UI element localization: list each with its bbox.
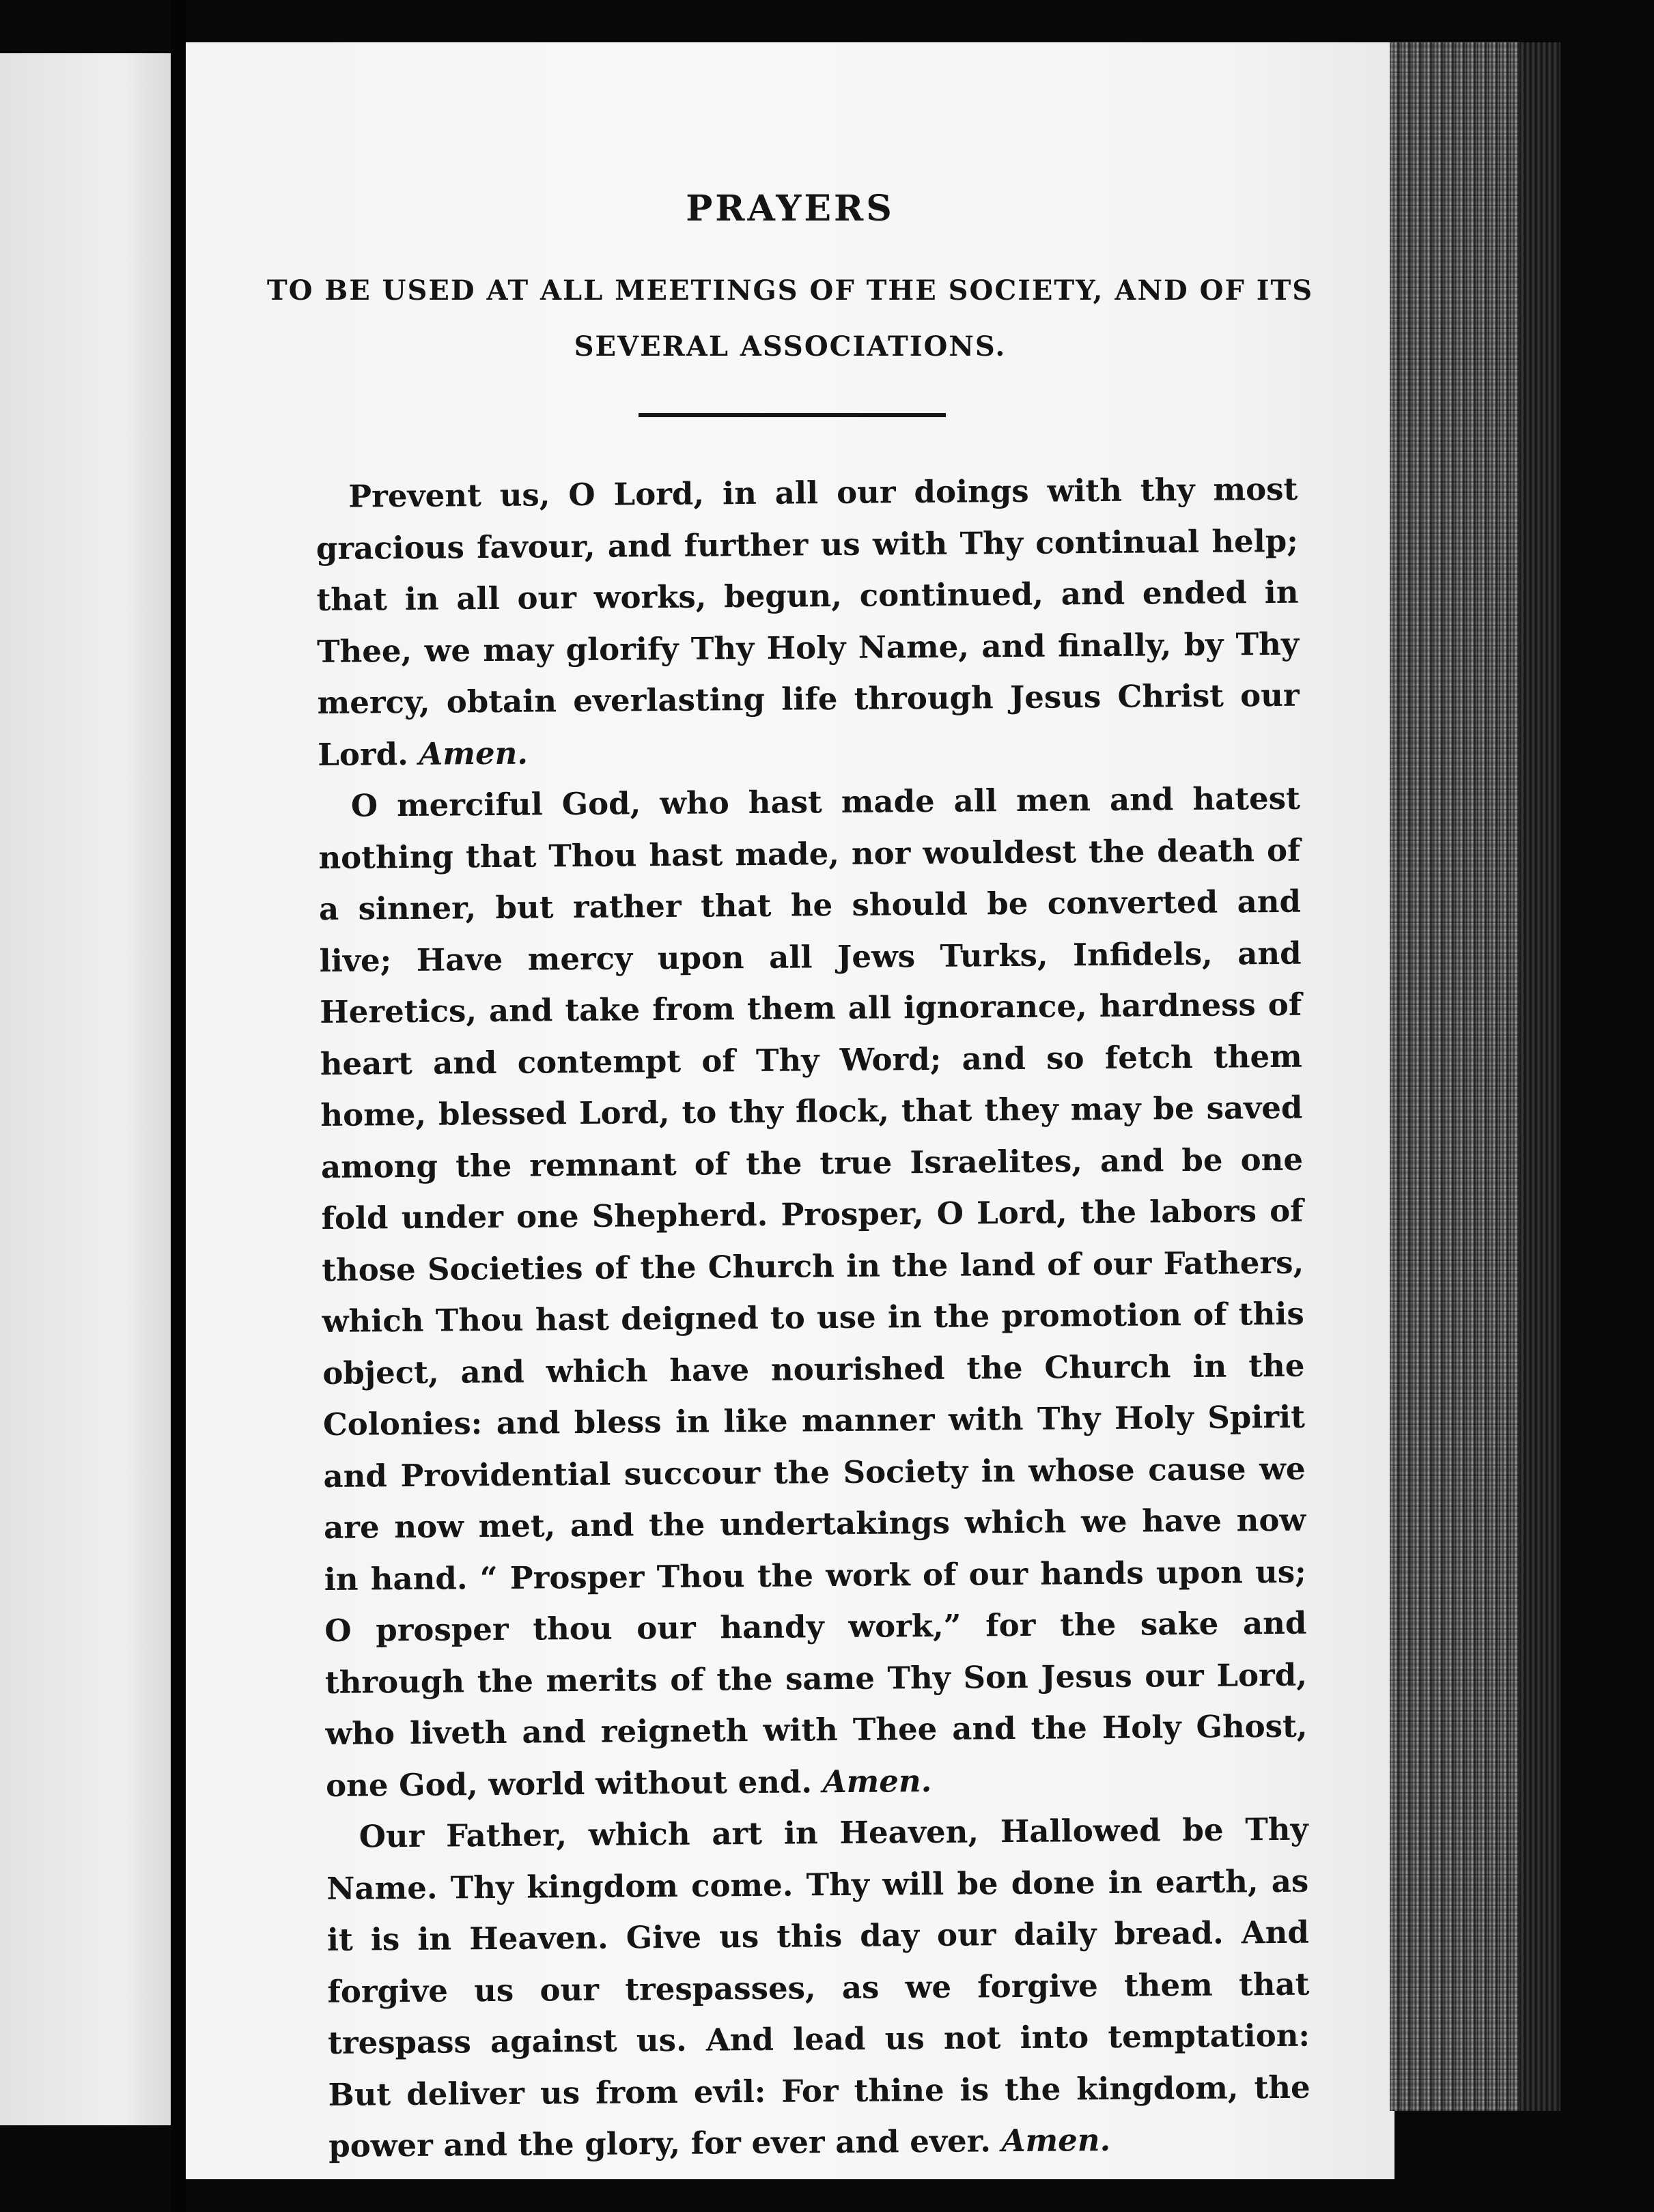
amen-text: Amen.	[1001, 2121, 1111, 2159]
prayer-text	[316, 464, 1311, 2172]
book-gutter	[171, 0, 186, 2212]
paragraph-text: O merciful God, who hast made all men and hatest nothing that Thou hast made, nor wouldest the death of a sinner, but rather that he should be converted and live; Have mercy upon all Jews Turks, Infidels, and Heretics, and take from them all ignorance, hardness of heart and contempt of Thy Word; and so fetch them home, blessed Lord, to thy flock, that they may be saved among the remnant of the true Israelites, and be one fold under one Shepherd. Prosper, O Lord, the labors of those Societies of the Church in the land of our Fathers, which Thou hast deigned to use in the promotion of this object, and which have nourished the Church in the Colonies: and bless in like manner with Thy Holy Spirit and Providential succour the Society in whose cause we are now met, and the undertakings which we have now in hand. “ Prosper Thou the work of our hands upon us; O prosper thou our handy work,” for the sake and through the merits of the same Thy Son Jesus our Lord, who liveth and reigneth with Thee and the Holy Ghost, one God, world without end.	[318, 780, 1308, 1804]
page-title: PRAYERS	[686, 188, 895, 229]
page-edges-texture	[1390, 42, 1519, 2111]
amen-text: Amen.	[822, 1762, 932, 1800]
facing-page	[0, 53, 171, 2125]
prayer-paragraph-prevent	[316, 464, 1300, 780]
page-subtitle: TO BE USED AT ALL MEETINGS OF THE SOCIETY, AND OF ITS SEVERAL ASSOCIATIONS.	[266, 274, 1314, 363]
prayer-paragraph-merciful-god	[318, 773, 1308, 1811]
prayer-paragraph-our-father	[326, 1804, 1310, 2172]
amen-text: Amen.	[419, 735, 529, 772]
title-divider	[639, 413, 946, 417]
paragraph-text: Prevent us, O Lord, in all our doings with thy most gracious favour, and further us with Thy continual help; that in all our works, begun, continued, and ended in Thee, we may glorify Thy Holy Name, and finally, by Thy mercy, obtain everlasting life through Jesus Christ our Lord.	[316, 470, 1300, 773]
book-cover-edge	[1519, 42, 1560, 2111]
paragraph-text: Our Father, which art in Heaven, Hallowed be Thy Name. Thy kingdom come. Thy will be done in earth, as it is in Heaven. Give us this day our daily bread. And forgive us our trespasses, as we forgive them that trespass against us. And lead us not into temptation: But deliver us from evil: For thine is the kingdom, the power and the glory, for ever and ever.	[326, 1811, 1310, 2164]
